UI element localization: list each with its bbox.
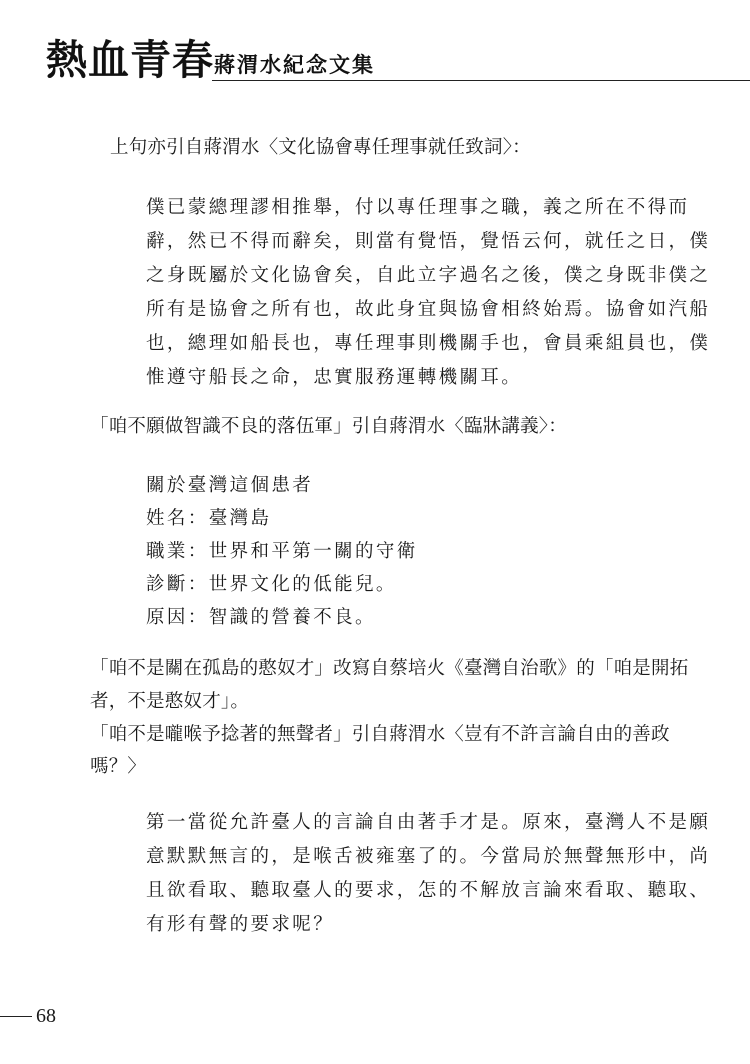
running-header <box>46 36 750 86</box>
quote-line: 所有是協會之所有也，故此身宜與協會相終始焉。協會如汽船 <box>146 299 711 320</box>
diagnosis-line: 診斷：世界文化的低能兒。 <box>146 574 397 595</box>
quote-line: 第一當從允許臺人的言論自由著手才是。原來，臺灣人不是願 <box>146 812 711 833</box>
quote-line: 也，總理如船長也，專任理事則機關手也，會員乘組員也，僕 <box>146 333 711 354</box>
quote-line: 僕已蒙總理謬相推舉，付以專任理事之職，義之所在不得而 <box>146 197 690 218</box>
paragraph-intro-free-speech-cont: 嗎？〉 <box>90 756 147 777</box>
header-rule <box>212 80 750 81</box>
quote-line: 辭，然已不得而辭矣，則當有覺悟，覺悟云何，就任之日，僕 <box>146 231 711 252</box>
diagnosis-line: 姓名：臺灣島 <box>146 508 272 529</box>
paragraph-intro-autonomy-song-cont: 者，不是憨奴才」。 <box>90 691 250 712</box>
page-number: 68 <box>36 1005 56 1027</box>
diagnosis-line: 職業：世界和平第一關的守衛 <box>146 541 418 562</box>
paragraph-intro-cultural-association: 上句亦引自蔣渭水〈文化協會專任理事就任致詞〉： <box>110 137 531 158</box>
quote-line: 意默默無言的，是喉舌被雍塞了的。今當局於無聲無形中，尚 <box>146 846 711 867</box>
quote-line: 惟遵守船長之命，忠實服務運轉機關耳。 <box>146 367 523 388</box>
book-subtitle: 蔣渭水紀念文集 <box>214 53 375 77</box>
page-number-rule <box>0 1016 32 1017</box>
quote-line: 有形有聲的要求呢？ <box>146 914 335 935</box>
paragraph-intro-free-speech: 「咱不是嚨喉予捻著的無聲者」引自蔣渭水〈豈有不許言論自由的善政 <box>90 724 670 745</box>
quote-line: 且欲看取、聽取臺人的要求，怎的不解放言論來看取、聽取、 <box>146 880 711 901</box>
paragraph-intro-clinical-lecture: 「咱不願做智識不良的落伍軍」引自蔣渭水〈臨牀講義〉： <box>90 416 567 437</box>
quote-line: 之身既屬於文化協會矣，自此立字過名之後，僕之身既非僕之 <box>146 265 711 286</box>
diagnosis-line: 關於臺灣這個患者 <box>146 475 314 496</box>
diagnosis-line: 原因：智識的營養不良。 <box>146 607 376 628</box>
book-title: 熱血青春 <box>46 36 214 84</box>
paragraph-intro-autonomy-song: 「咱不是關在孤島的憨奴才」改寫自蔡培火《臺灣自治歌》的「咱是開拓 <box>90 658 689 679</box>
